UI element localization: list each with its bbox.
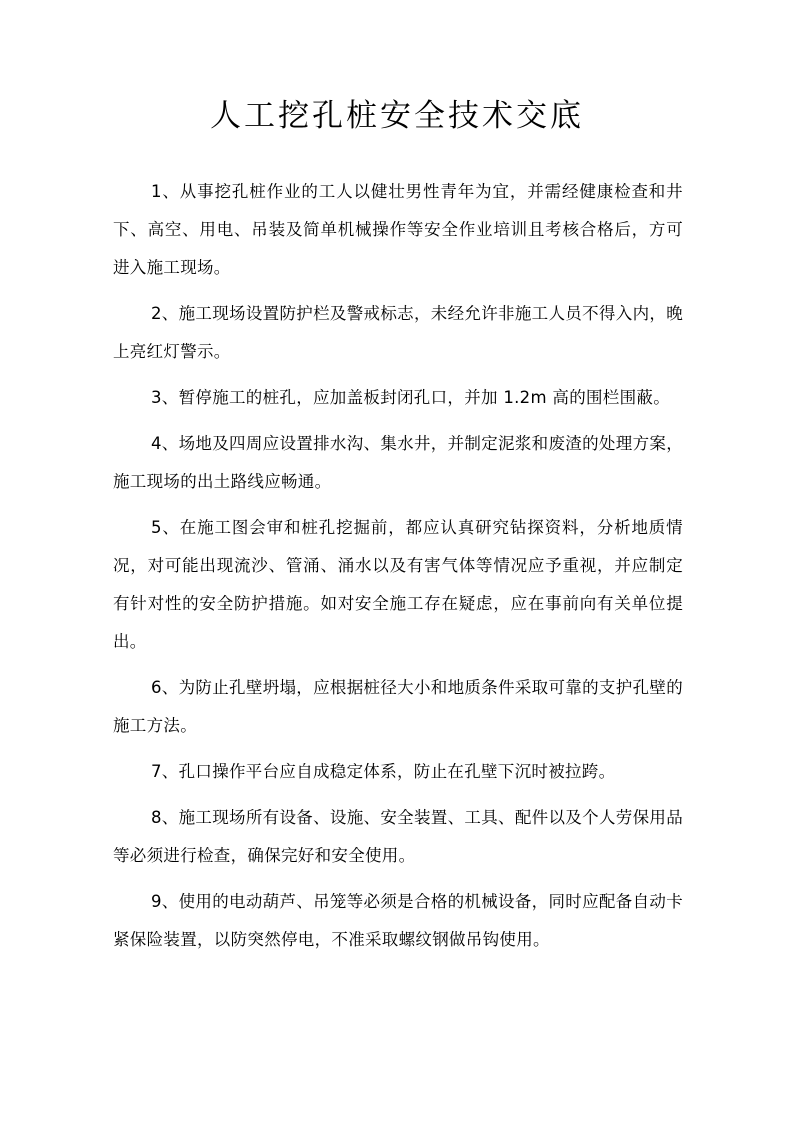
paragraph-2: 2、施工现场设置防护栏及警戒标志，未经允许非施工人员不得入内，晚上亮红灯警示。	[113, 304, 683, 361]
document-title: 人工挖孔桩安全技术交底	[210, 98, 584, 134]
paragraph-8: 8、施工现场所有设备、设施、安全装置、工具、配件以及个人劳保用品等必须进行检查，确保完好和安全使用。	[113, 808, 683, 865]
paragraph-5: 5、在施工图会审和桩孔挖掘前，都应认真研究钻探资料，分析地质情况，对可能出现流沙、管涌、涌水以及有害气体等情况应予重视，并应制定有针对性的安全防护措施。如对安全施工存在疑虑，应在事前向有关单位提出。	[113, 518, 683, 651]
paragraph-7: 7、孔口操作平台应自成稳定体系，防止在孔壁下沉时被拉跨。	[151, 762, 616, 781]
document-body	[113, 173, 683, 967]
paragraph-9: 9、使用的电动葫芦、吊笼等必须是合格的机械设备，同时应配备自动卡紧保险装置，以防突然停电，不准采取螺纹钢做吊钩使用。	[113, 892, 683, 949]
paragraph-3: 3、暂停施工的桩孔，应加盖板封闭孔口，并加 1.2m 高的围栏围蔽。	[151, 388, 671, 407]
paragraph-4: 4、场地及四周应设置排水沟、集水井，并制定泥浆和废渣的处理方案，施工现场的出土路线应畅通。	[113, 434, 683, 491]
paragraph-1: 1、从事挖孔桩作业的工人以健壮男性青年为宜，并需经健康检查和井下、高空、用电、吊装及简单机械操作等安全作业培训且考核合格后，方可进入施工现场。	[113, 182, 683, 277]
paragraph-6: 6、为防止孔壁坍塌，应根据桩径大小和地质条件采取可靠的支护孔壁的施工方法。	[113, 678, 683, 735]
